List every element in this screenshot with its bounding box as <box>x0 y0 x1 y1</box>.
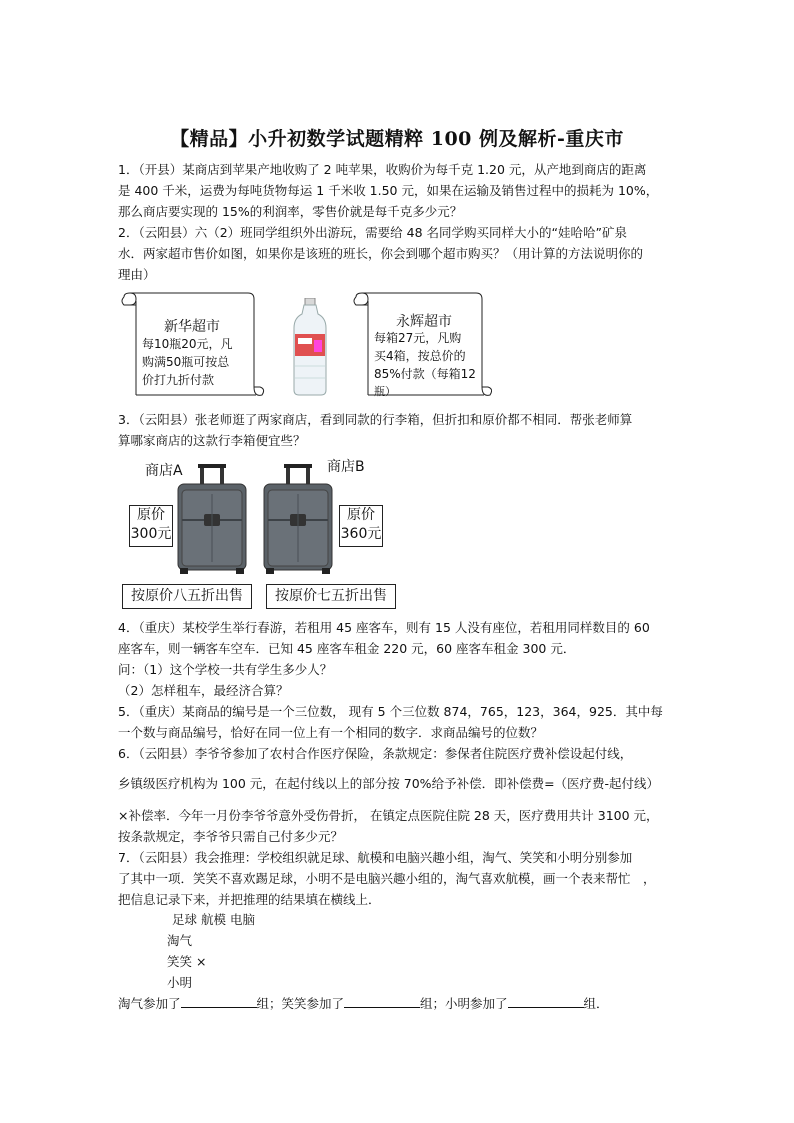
shop-b-price-label: 原价 <box>347 507 375 523</box>
store1-line-2: 购满50瓶可按总 <box>142 355 230 369</box>
q6-line-2: 乡镇级医疗机构为 100 元，在起付线以上的部分按 70%给予补偿．即补偿费=（医疗费-起付线） <box>118 776 660 791</box>
q1-line-3: 那么商店要实现的 15%的利润率，零售价就是每千克多少元？ <box>118 204 463 219</box>
q7-table-row-3: 小明 <box>167 975 193 990</box>
q2-line-2: 水．两家超市售价如图，如果你是该班的班长，你会到哪个超市购买？（用计算的方法说明你的 <box>118 246 644 261</box>
q1-line-2: 是 400 千米，运费为每吨货物每运 1 千米收 1.50 元，如果在运输及销售过程中的损耗为 10%， <box>118 183 659 198</box>
q3-line-2: 算哪家商店的这款行李箱便宜些？ <box>118 433 306 448</box>
store2-line-4: 瓶） <box>374 385 396 398</box>
store2-name: 永辉超市 <box>396 314 452 330</box>
q5-line-1: 5．（重庆）某商品的编号是一个三位数， 现有 5 个三位数 874，765，123，364，925．其中每 <box>118 704 663 719</box>
suitcase-icon <box>176 464 248 576</box>
q4-line-1: 4．（重庆）某校学生举行春游，若租用 45 座客车，则有 15 人没有座位，若租用同样数目的 60 <box>118 620 650 635</box>
q1-line-1: 1．（开县）某商店到苹果产地收购了 2 吨苹果，收购价为每千克 1.20 元，从产地到商店的距离 <box>118 162 647 177</box>
suitcase-b-image <box>262 464 334 576</box>
q7-line-1: 7．（云阳县）我会推理：学校组织就足球、航模和电脑兴趣小组，淘气、笑笑和小明分别参加 <box>118 850 633 865</box>
shop-b-price: 360元 <box>340 526 382 542</box>
q6-line-4: 按条款规定，李爷爷只需自己付多少元？ <box>118 829 344 844</box>
q7-answer-text-1: 淘气参加了 <box>118 996 181 1011</box>
store2-line-3: 85%付款（每箱12 <box>374 367 476 381</box>
q7-table-header: 足球 航模 电脑 <box>172 912 255 927</box>
store2-scroll <box>352 291 492 401</box>
answer-blank-3[interactable] <box>508 995 584 1008</box>
q4-line-4: （2）怎样租车，最经济合算？ <box>118 683 289 698</box>
shop-a-label: 商店A <box>145 463 183 479</box>
q7-line-2: 了其中一项．笑笑不喜欢踢足球，小明不是电脑兴趣小组的，淘气喜欢航模，画一个表来帮忙 ， <box>118 871 656 886</box>
page-title: 【精品】小升初数学试题精粹 100 例及解析-重庆市 <box>170 128 624 150</box>
answer-blank-1[interactable] <box>181 995 257 1008</box>
shop-a-price: 300元 <box>130 526 172 542</box>
shop-b-discount: 按原价七五折出售 <box>266 584 396 609</box>
shop-b-price-box <box>339 505 383 547</box>
q7-line-3: 把信息记录下来，并把推理的结果填在横线上． <box>118 892 381 907</box>
shop-a-price-box <box>129 505 173 547</box>
bottle-icon <box>290 298 330 396</box>
q7-answer-text-3: 组；小明参加了 <box>420 996 508 1011</box>
q7-answer-line <box>118 994 609 1012</box>
store1-scroll <box>120 291 265 401</box>
shop-a-price-label: 原价 <box>137 507 165 523</box>
q7-table-row-1: 淘气 <box>167 933 193 948</box>
store2-line-2: 买4箱，按总价的 <box>374 349 466 363</box>
q2-line-3: 理由） <box>118 267 156 282</box>
answer-blank-2[interactable] <box>344 995 420 1008</box>
shop-b-label: 商店B <box>327 459 365 475</box>
q7-answer-text-4: 组． <box>583 996 609 1011</box>
water-bottle-image <box>290 298 330 396</box>
q3-line-1: 3．（云阳县）张老师逛了两家商店，看到同款的行李箱，但折扣和原价都不相同．帮张老师算 <box>118 412 633 427</box>
q4-line-2: 座客车，则一辆客车空车．已知 45 座客车租金 220 元，60 座客车租金 300 元． <box>118 641 576 656</box>
suitcase-a-image <box>176 464 248 576</box>
q6-line-3: ×补偿率．今年一月份李爷爷意外受伤骨折， 在镇定点医院住院 28 天，医疗费用共计 3100 元， <box>118 808 659 823</box>
store1-name: 新华超市 <box>164 319 220 335</box>
q4-line-3: 问：（1）这个学校一共有学生多少人？ <box>118 662 333 677</box>
suitcase-icon <box>262 464 334 576</box>
q6-line-1: 6．（云阳县）李爷爷参加了农村合作医疗保险，条款规定：参保者住院医疗费补偿设起付线， <box>118 746 633 761</box>
store2-line-1: 每箱27元，凡购 <box>374 331 462 345</box>
q2-line-1: 2．（云阳县）六（2）班同学组织外出游玩，需要给 48 名同学购买同样大小的“娃哈哈”矿泉 <box>118 225 627 240</box>
q7-answer-text-2: 组；笑笑参加了 <box>256 996 345 1011</box>
store1-line-1: 每10瓶20元，凡 <box>142 337 233 351</box>
q7-table-row-2: 笑笑 × <box>167 954 207 969</box>
q5-line-2: 一个数与商品编号，恰好在同一位上有一个相同的数字．求商品编号的位数？ <box>118 725 544 740</box>
store1-line-3: 价打九折付款 <box>142 373 215 387</box>
shop-a-discount: 按原价八五折出售 <box>122 584 252 609</box>
